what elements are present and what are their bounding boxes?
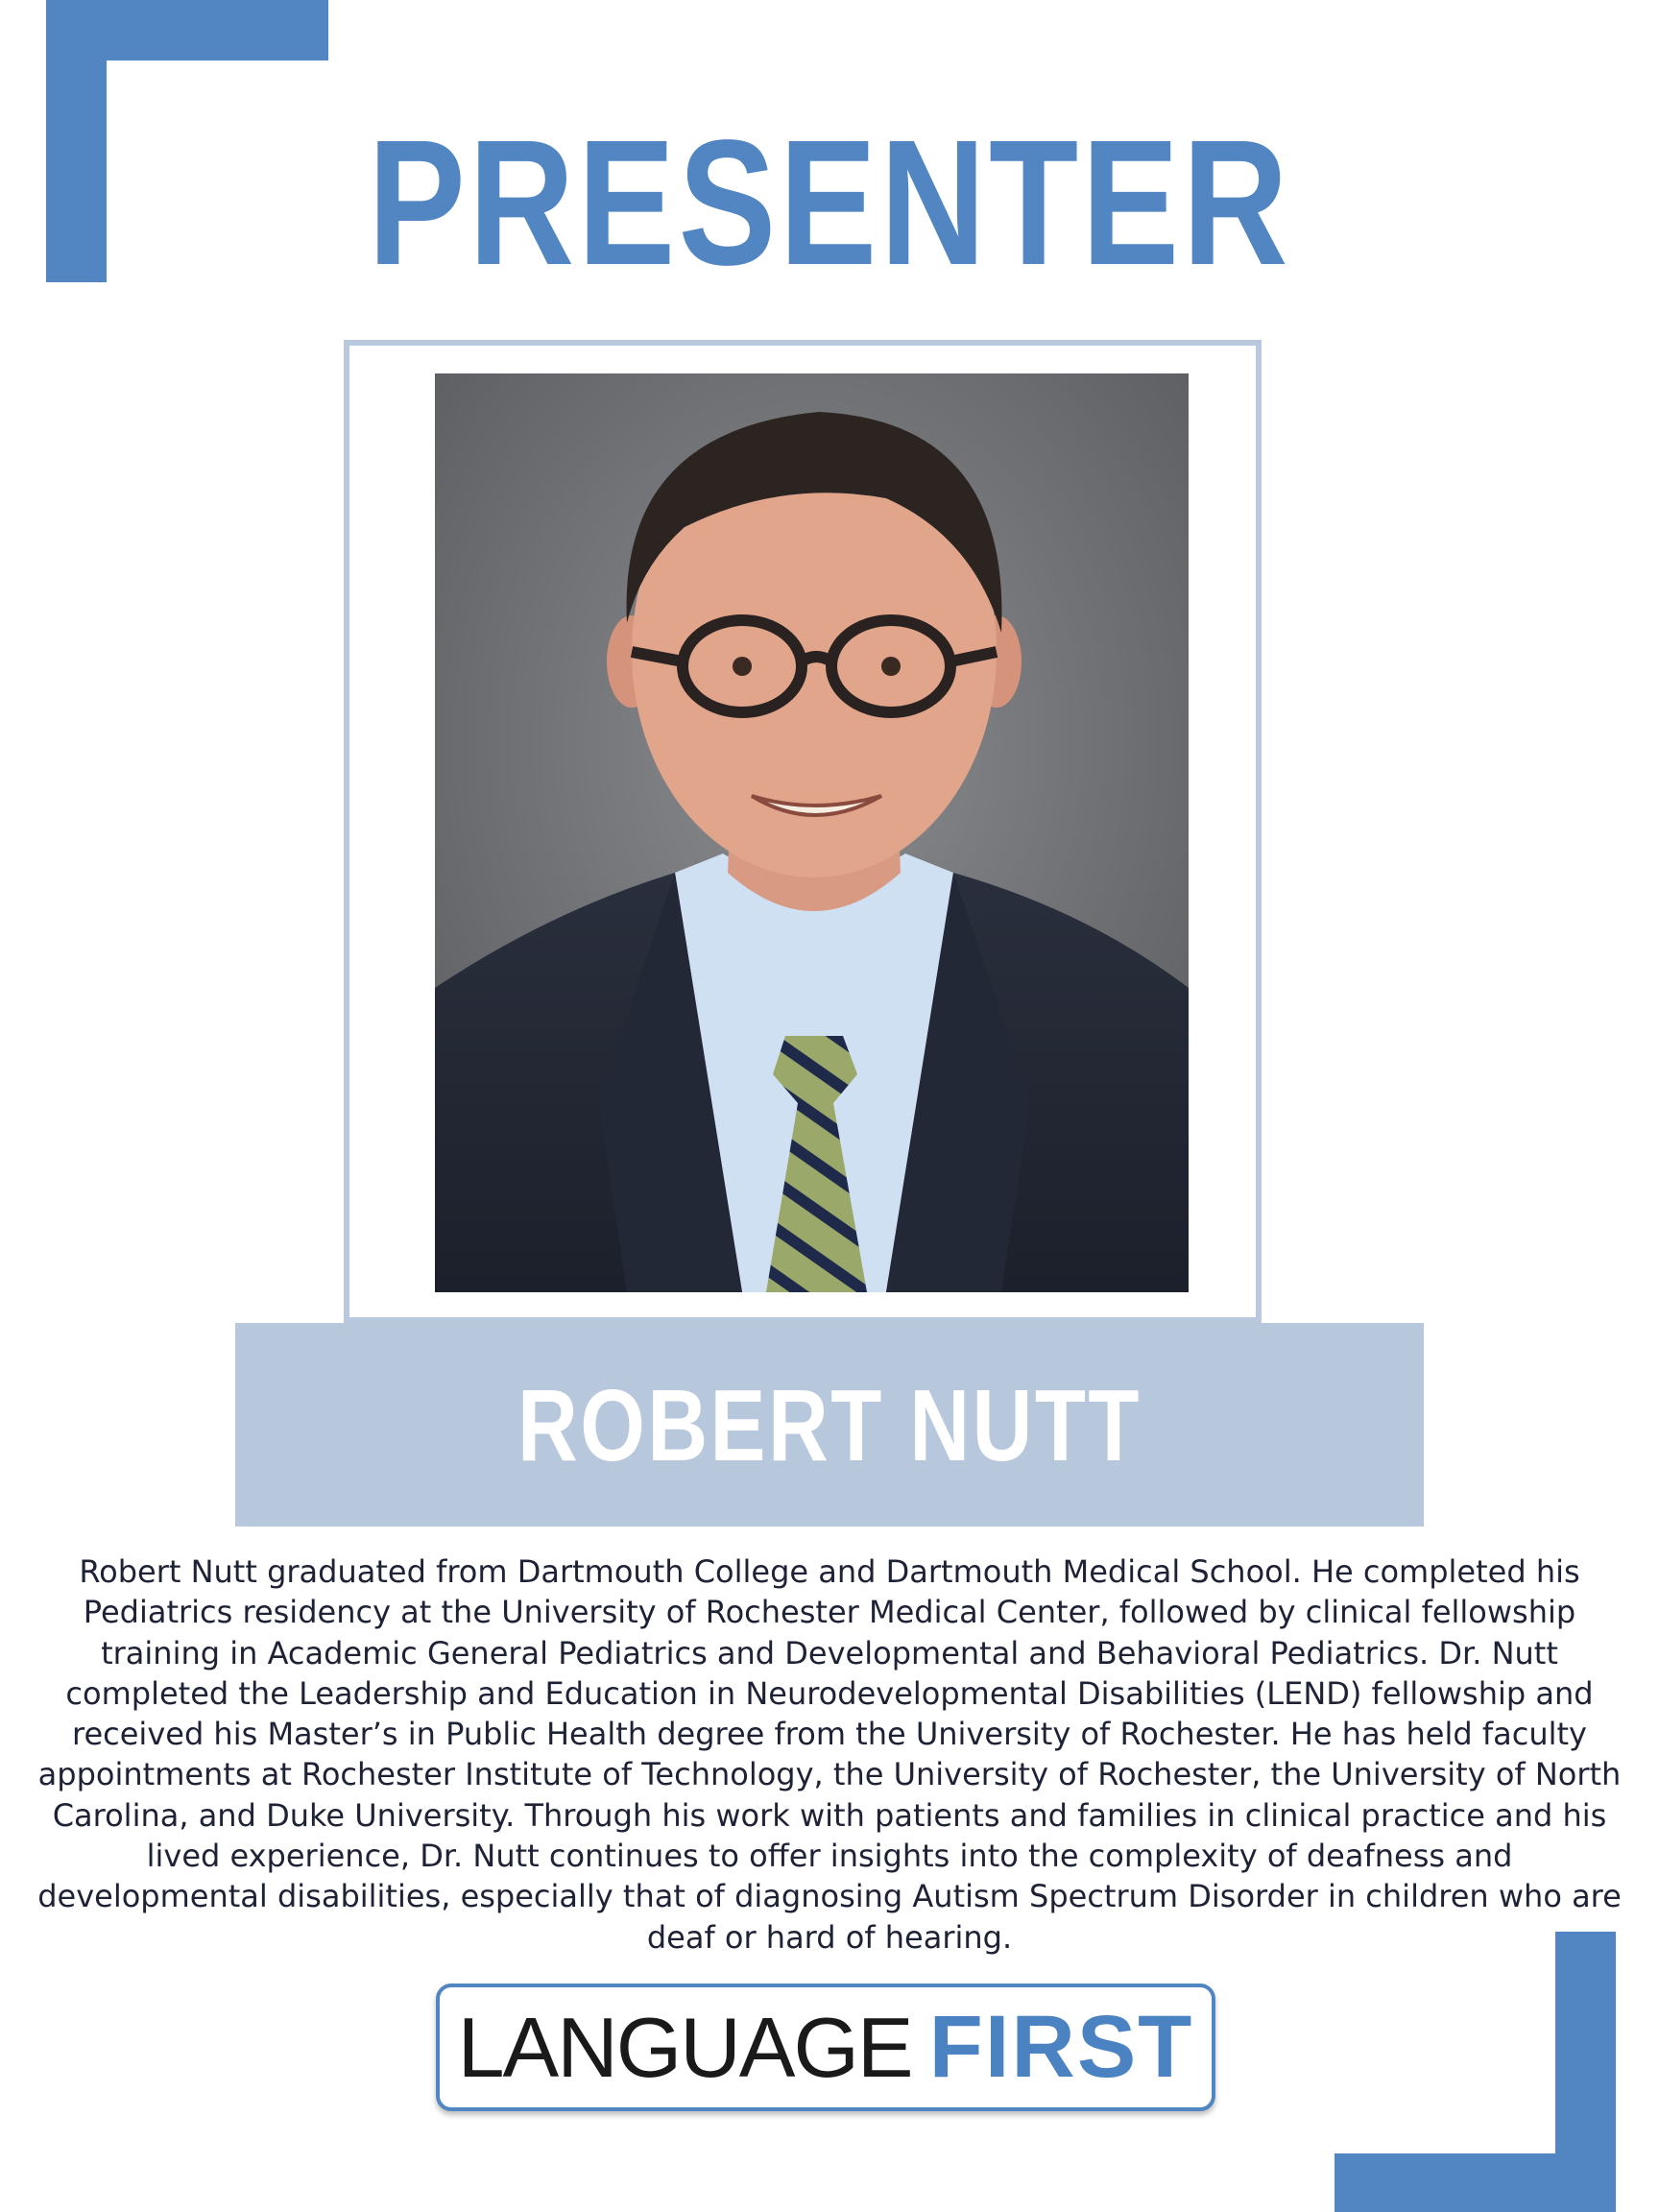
photo-frame [344,340,1262,1323]
presenter-bio: Robert Nutt graduated from Dartmouth College and Dartmouth Medical School. He completed his Pediatrics residency at the University of Rochester Medical Center, followed by clinical fellowship training in Academic General Pediatrics and Developmental and Behavioral Pediatrics. Dr. Nutt completed the Leadership and Education in Neurodevelopmental Disabilities (LEND) fellowship and received his Master’s in Public Health degree from the University of Rochester. He has held faculty appointments at Rochester Institute of Technology, the University of Rochester, the University of North Carolina, and Duke University. Through his work with patients and families in clinical practice and his lived experience, Dr. Nutt continues to offer insights into the complexity of deafness and developmental disabilities, especially that of diagnosing Autism Spectrum Disorder in children who are deaf or hard of hearing. [37,1553,1622,1956]
corner-accent-top-left-vertical [46,0,107,282]
name-banner [235,1323,1424,1527]
logo-word-first: FIRST [928,1998,1194,2096]
corner-accent-bottom-right-vertical [1555,1932,1616,2212]
page-title: PRESENTER [368,104,1291,302]
logo-word-language: LANGUAGE [457,2000,912,2095]
portrait-image [435,373,1189,1292]
presenter-name: ROBERT NUTT [517,1369,1142,1482]
presenter-photo [435,373,1189,1292]
language-first-logo [436,1984,1215,2111]
